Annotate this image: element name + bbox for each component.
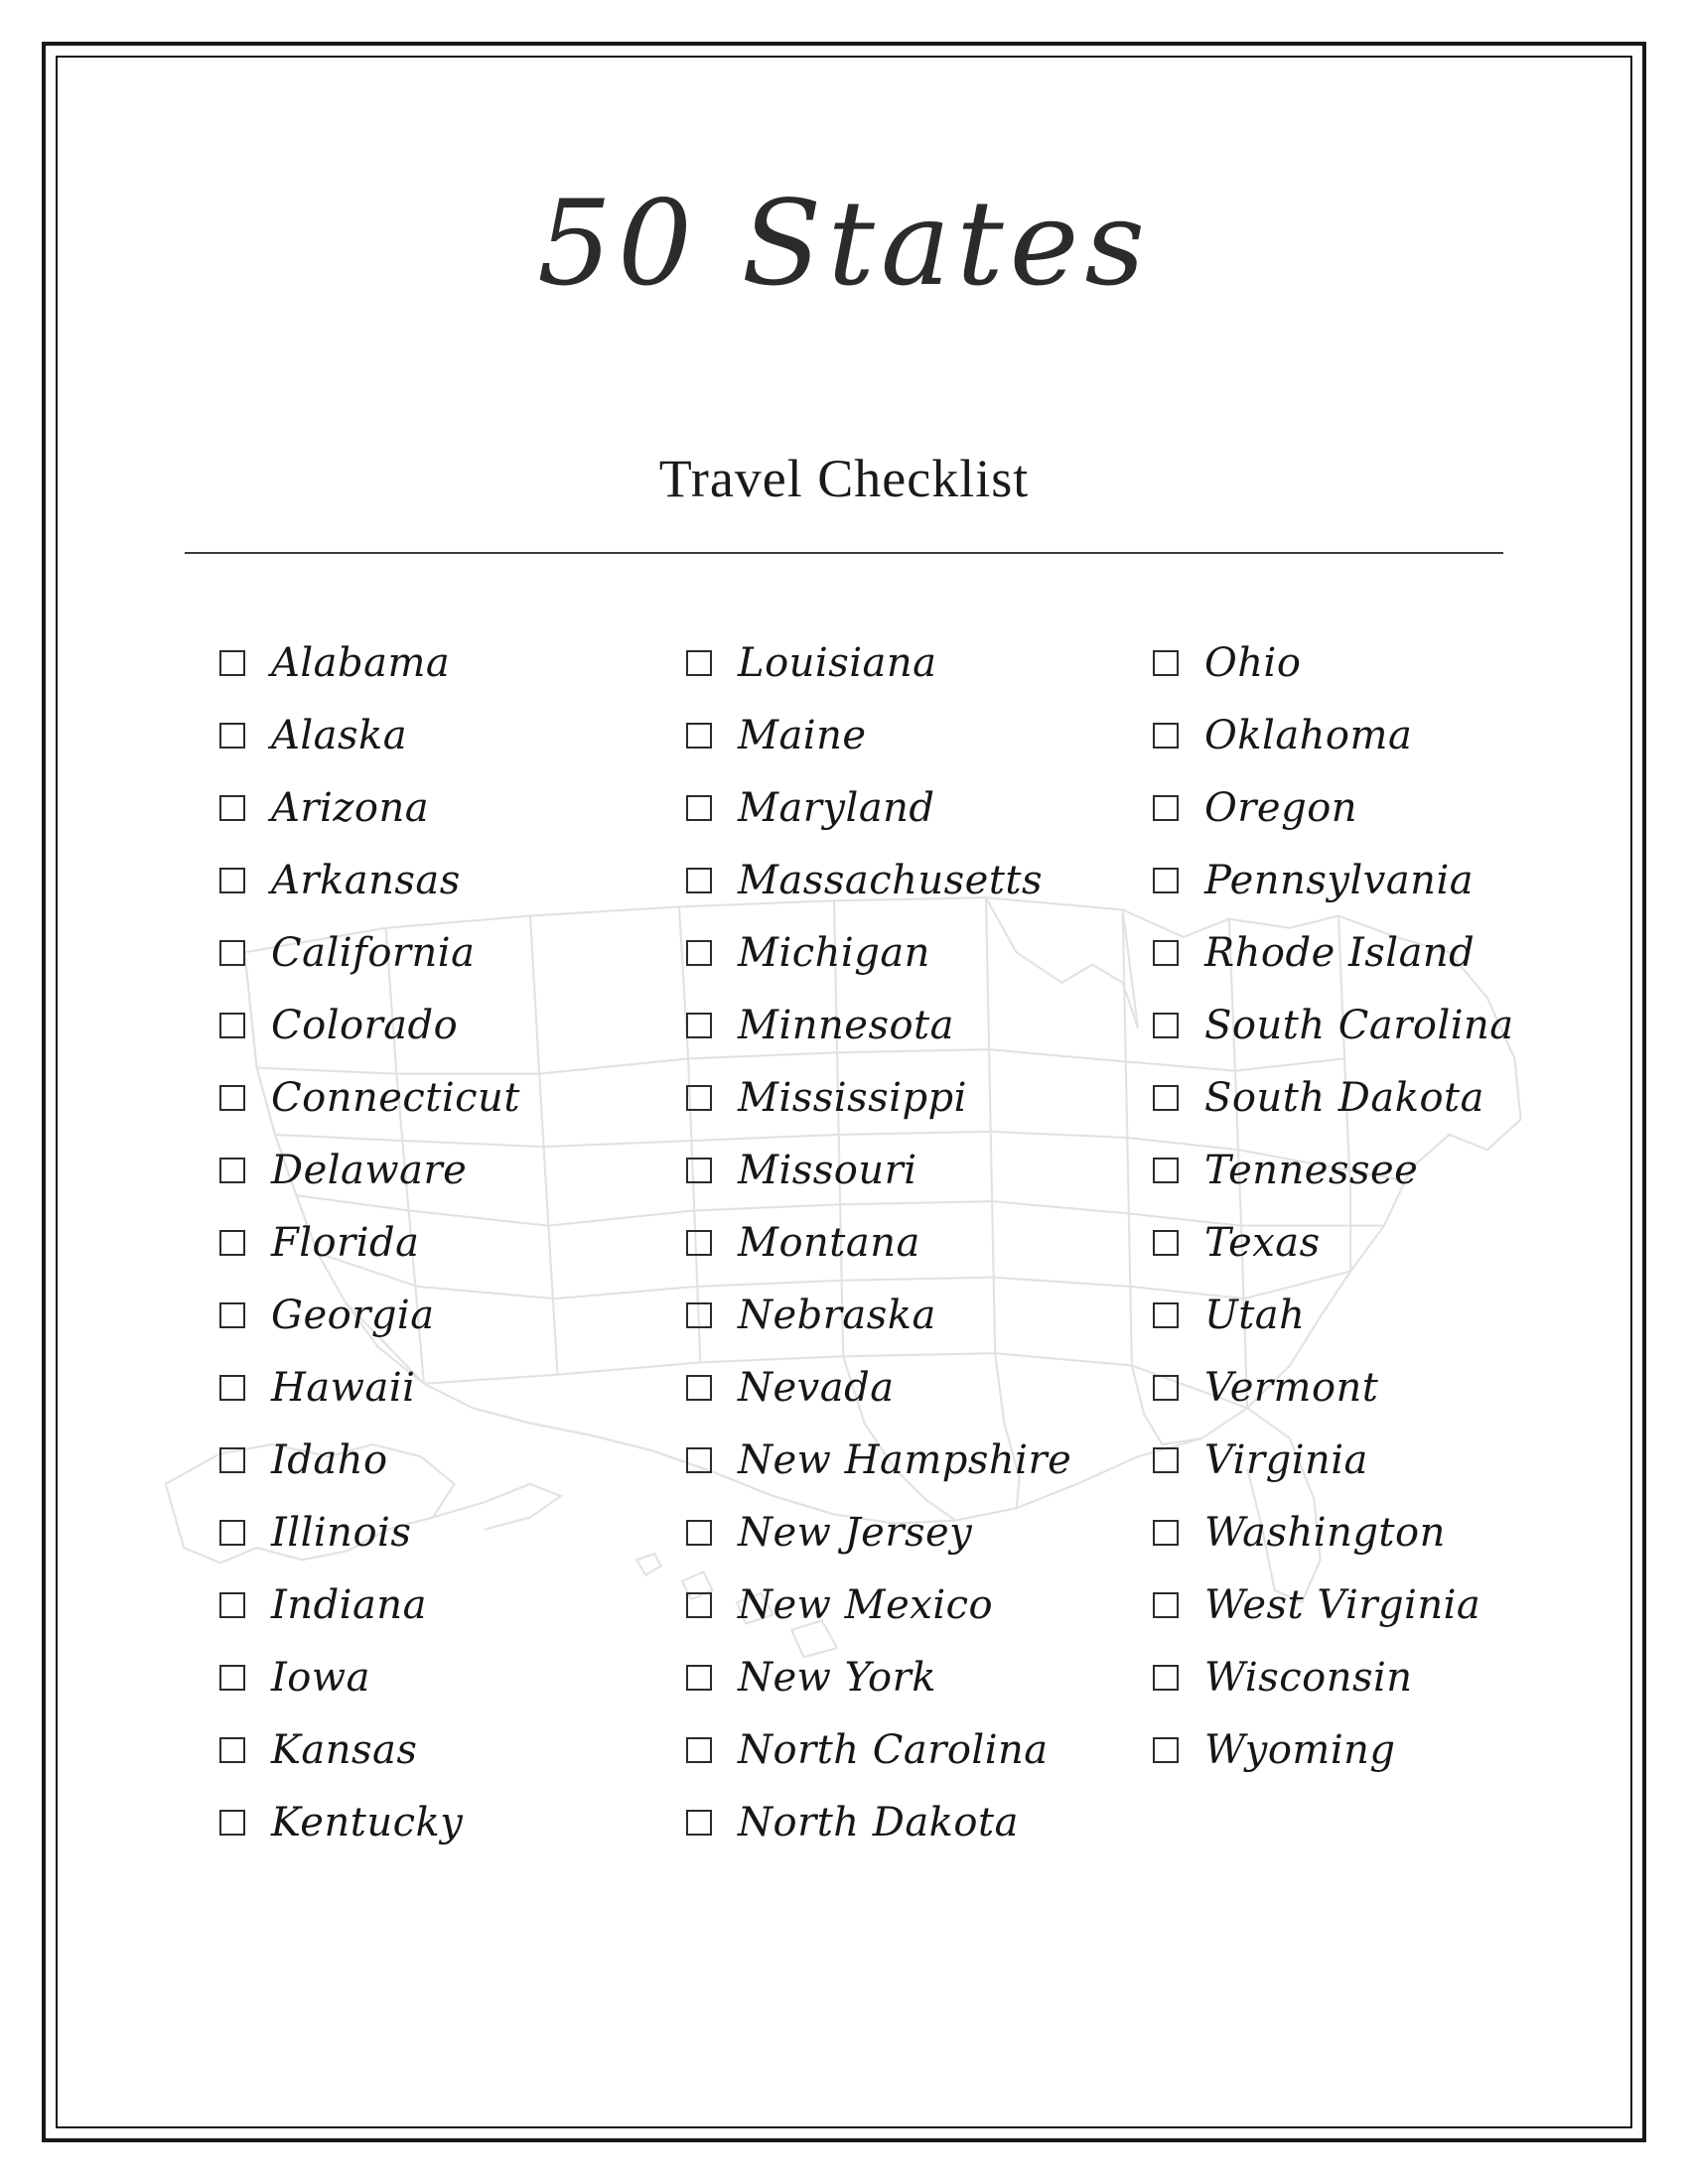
list-item[interactable] (219, 844, 686, 916)
checklist-column-3 (1153, 626, 1619, 1858)
list-item[interactable] (1153, 989, 1619, 1061)
state-checkbox[interactable] (686, 1665, 712, 1691)
list-item[interactable] (1153, 1279, 1619, 1351)
list-item[interactable] (686, 1134, 1153, 1206)
state-label: Maine (738, 712, 867, 758)
state-checkbox[interactable] (219, 1085, 245, 1111)
state-checkbox[interactable] (1153, 795, 1179, 821)
state-checkbox[interactable] (686, 650, 712, 676)
list-item[interactable] (686, 1713, 1153, 1786)
state-checkbox[interactable] (686, 723, 712, 749)
list-item[interactable] (1153, 626, 1619, 699)
list-item[interactable] (219, 1134, 686, 1206)
list-item[interactable] (219, 1351, 686, 1424)
state-checkbox[interactable] (219, 795, 245, 821)
list-item[interactable] (686, 699, 1153, 771)
state-label: Kentucky (271, 1799, 464, 1845)
list-item[interactable] (686, 626, 1153, 699)
list-item[interactable] (686, 916, 1153, 989)
state-label: Texas (1204, 1219, 1321, 1266)
page-title: 50 States (536, 175, 1152, 312)
list-item[interactable] (219, 989, 686, 1061)
list-item[interactable] (1153, 1713, 1619, 1786)
state-checkbox[interactable] (1153, 1085, 1179, 1111)
checklist-column-1 (219, 626, 686, 1858)
state-label: Colorado (271, 1002, 459, 1048)
state-label: Wyoming (1204, 1726, 1396, 1773)
state-checkbox[interactable] (219, 1520, 245, 1546)
state-label: Florida (271, 1219, 420, 1266)
list-item[interactable] (686, 1279, 1153, 1351)
state-label: Indiana (271, 1581, 427, 1628)
state-label: Mississippi (738, 1074, 967, 1121)
list-item[interactable] (1153, 1134, 1619, 1206)
state-checkbox[interactable] (219, 1375, 245, 1401)
state-label: Washington (1204, 1509, 1446, 1556)
state-label: Pennsylvania (1204, 857, 1475, 903)
state-checkbox[interactable] (686, 940, 712, 966)
state-checkbox[interactable] (219, 1737, 245, 1763)
list-item[interactable] (219, 1424, 686, 1496)
state-checkbox[interactable] (686, 795, 712, 821)
list-item[interactable] (219, 1206, 686, 1279)
list-item[interactable] (1153, 844, 1619, 916)
state-checkbox[interactable] (1153, 1230, 1179, 1256)
state-label: Arkansas (271, 857, 461, 903)
state-label: Georgia (271, 1292, 435, 1338)
state-checkbox[interactable] (1153, 1375, 1179, 1401)
list-item[interactable] (1153, 916, 1619, 989)
state-checkbox[interactable] (219, 723, 245, 749)
state-label: Arizona (271, 784, 430, 831)
list-item[interactable] (686, 771, 1153, 844)
list-item[interactable] (1153, 1569, 1619, 1641)
state-label: Idaho (271, 1436, 388, 1483)
state-label: Rhode Island (1204, 929, 1476, 976)
state-checkbox[interactable] (1153, 940, 1179, 966)
state-checkbox[interactable] (686, 1302, 712, 1328)
list-item[interactable] (686, 989, 1153, 1061)
state-checkbox[interactable] (1153, 723, 1179, 749)
state-label: Nevada (738, 1364, 895, 1411)
state-checkbox[interactable] (219, 1158, 245, 1183)
state-checkbox[interactable] (1153, 1013, 1179, 1038)
state-checkbox[interactable] (1153, 650, 1179, 676)
state-label: Montana (738, 1219, 920, 1266)
state-label: Ohio (1204, 639, 1302, 686)
list-item[interactable] (686, 1641, 1153, 1713)
state-label: Massachusetts (738, 857, 1044, 903)
state-checkbox[interactable] (686, 1158, 712, 1183)
state-checkbox[interactable] (219, 868, 245, 893)
state-checkbox[interactable] (1153, 1592, 1179, 1618)
state-checkbox[interactable] (219, 1447, 245, 1473)
state-label: West Virginia (1204, 1581, 1481, 1628)
state-checkbox[interactable] (1153, 1737, 1179, 1763)
list-item[interactable] (219, 1786, 686, 1858)
state-label: Illinois (271, 1509, 412, 1556)
state-label: Iowa (271, 1654, 370, 1701)
state-label: Alabama (271, 639, 451, 686)
state-checkbox[interactable] (1153, 1665, 1179, 1691)
state-label: New Jersey (738, 1509, 973, 1556)
list-item[interactable] (219, 771, 686, 844)
state-label: Wisconsin (1204, 1654, 1413, 1701)
page-content (56, 56, 1632, 2128)
list-item[interactable] (1153, 1351, 1619, 1424)
state-label: South Carolina (1204, 1002, 1514, 1048)
state-label: South Dakota (1204, 1074, 1484, 1121)
state-label: Alaska (271, 712, 408, 758)
state-label: Tennessee (1204, 1147, 1419, 1193)
state-checkbox[interactable] (219, 650, 245, 676)
state-label: Virginia (1204, 1436, 1368, 1483)
checklist-columns (219, 626, 1573, 1858)
state-label: North Carolina (738, 1726, 1049, 1773)
list-item[interactable] (1153, 1424, 1619, 1496)
state-label: Vermont (1204, 1364, 1379, 1411)
list-item[interactable] (219, 916, 686, 989)
list-item[interactable] (686, 1206, 1153, 1279)
list-item[interactable] (686, 1569, 1153, 1641)
state-label: New Hampshire (738, 1436, 1072, 1483)
state-checkbox[interactable] (686, 1810, 712, 1836)
list-item[interactable] (686, 1786, 1153, 1858)
list-item[interactable] (686, 1424, 1153, 1496)
list-item[interactable] (686, 844, 1153, 916)
state-label: Michigan (738, 929, 930, 976)
list-item[interactable] (1153, 1496, 1619, 1569)
list-item[interactable] (1153, 699, 1619, 771)
state-checkbox[interactable] (686, 1447, 712, 1473)
list-item[interactable] (686, 1351, 1153, 1424)
state-checkbox[interactable] (686, 1085, 712, 1111)
list-item[interactable] (686, 1061, 1153, 1134)
state-label: Oregon (1204, 784, 1358, 831)
state-label: Nebraska (738, 1292, 936, 1338)
state-checkbox[interactable] (219, 1302, 245, 1328)
state-label: Utah (1204, 1292, 1306, 1338)
state-checkbox[interactable] (1153, 1520, 1179, 1546)
state-checkbox[interactable] (219, 1013, 245, 1038)
state-checkbox[interactable] (219, 1592, 245, 1618)
list-item[interactable] (219, 626, 686, 699)
state-checkbox[interactable] (219, 1665, 245, 1691)
state-label: Delaware (271, 1147, 468, 1193)
state-checkbox[interactable] (686, 1592, 712, 1618)
state-checkbox[interactable] (1153, 1302, 1179, 1328)
state-checkbox[interactable] (219, 940, 245, 966)
list-item[interactable] (219, 1569, 686, 1641)
state-label: Maryland (738, 784, 935, 831)
state-label: Minnesota (738, 1002, 954, 1048)
list-item[interactable] (686, 1496, 1153, 1569)
state-label: Oklahoma (1204, 712, 1413, 758)
list-item[interactable] (1153, 1641, 1619, 1713)
page-subtitle: Travel Checklist (658, 449, 1030, 508)
list-item[interactable] (1153, 771, 1619, 844)
state-label: New York (738, 1654, 936, 1701)
state-label: California (271, 929, 476, 976)
state-checkbox[interactable] (686, 868, 712, 893)
state-checkbox[interactable] (686, 1230, 712, 1256)
list-item[interactable] (219, 1713, 686, 1786)
state-label: Connecticut (271, 1074, 520, 1121)
state-checkbox[interactable] (686, 1737, 712, 1763)
checklist-column-2 (686, 626, 1153, 1858)
state-checkbox[interactable] (219, 1810, 245, 1836)
state-checkbox[interactable] (1153, 1447, 1179, 1473)
state-label: Louisiana (738, 639, 937, 686)
state-checkbox[interactable] (1153, 1158, 1179, 1183)
list-item[interactable] (219, 1496, 686, 1569)
state-label: Kansas (271, 1726, 418, 1773)
list-item[interactable] (219, 699, 686, 771)
header-divider (185, 552, 1503, 554)
list-item[interactable] (219, 1279, 686, 1351)
list-item[interactable] (219, 1641, 686, 1713)
state-label: New Mexico (738, 1581, 994, 1628)
state-label: Missouri (738, 1147, 917, 1193)
state-checkbox[interactable] (219, 1230, 245, 1256)
state-checkbox[interactable] (686, 1520, 712, 1546)
state-label: Hawaii (271, 1364, 416, 1411)
state-checkbox[interactable] (686, 1013, 712, 1038)
state-checkbox[interactable] (1153, 868, 1179, 893)
state-checkbox[interactable] (686, 1375, 712, 1401)
state-label: North Dakota (738, 1799, 1019, 1845)
list-item[interactable] (1153, 1061, 1619, 1134)
list-item[interactable] (219, 1061, 686, 1134)
list-item[interactable] (1153, 1206, 1619, 1279)
